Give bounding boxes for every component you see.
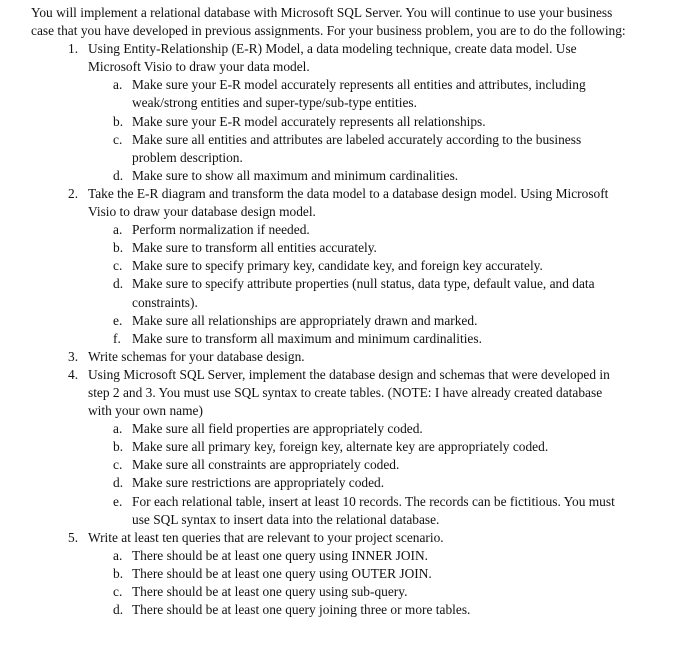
item-text: Write at least ten queries that are relevant to your project scenario. — [88, 529, 444, 545]
sub-item-letter: b. — [113, 240, 124, 256]
sub-item — [0, 583, 617, 601]
sub-item-text: For each relational table, insert at least 10 records. The records can be fictitious. You must use SQL syntax to insert data into the relational database. — [132, 493, 615, 527]
sub-item-text: There should be at least one query using INNER JOIN. — [132, 547, 429, 563]
sub-item-letter: d. — [113, 602, 124, 618]
sub-item — [0, 547, 617, 565]
sub-item-text: Perform normalization if needed. — [132, 222, 310, 238]
item-number: 1. — [68, 41, 79, 57]
sub-item — [0, 257, 617, 275]
sub-item-letter: d. — [113, 167, 124, 183]
sub-item-letter: b. — [113, 565, 124, 581]
list-item — [0, 40, 616, 76]
sub-item-text: There should be at least one query using sub-query. — [132, 584, 408, 599]
sub-item — [0, 565, 617, 583]
sub-item-letter: e. — [113, 312, 123, 328]
sub-item-letter: a. — [113, 222, 123, 238]
sub-item-text: Make sure all constraints are appropriately coded. — [132, 457, 400, 473]
sub-item-letter: c. — [113, 258, 123, 274]
item-text: Using Entity-Relationship (E-R) Model, a data modeling technique, create data model. Use Microsoft Visio to draw your data model. — [88, 41, 577, 75]
sub-item-text: Make sure your E-R model accurately represents all entities and attributes, including weak/strong entities and super-type/sub-type entities. — [132, 77, 586, 111]
sub-item-letter: d. — [113, 276, 124, 292]
sub-item-text: There should be at least one query joining three or more tables. — [132, 602, 471, 618]
sub-item — [0, 456, 617, 474]
sub-item-letter: a. — [113, 421, 123, 437]
sub-item — [0, 113, 617, 131]
sub-item-text: Make sure all primary key, foreign key, alternate key are appropriately coded. — [132, 439, 549, 455]
sub-item — [0, 474, 617, 492]
list-item — [0, 366, 616, 420]
sub-item-text: There should be at least one query using OUTER JOIN. — [132, 565, 432, 581]
list-item — [0, 348, 616, 366]
intro-paragraph: You will implement a relational database with Microsoft SQL Server. You will continue to use your business case that you have developed in previous assignments. For your business problem, you are to do the following: — [31, 5, 626, 39]
sub-item-text: Make sure to transform all maximum and minimum cardinalities. — [132, 330, 482, 346]
sub-item-text: Make sure to show all maximum and minimum cardinalities. — [132, 167, 459, 183]
item-number: 4. — [68, 366, 79, 382]
sub-item-letter: b. — [113, 113, 124, 129]
list-item — [0, 529, 616, 547]
sub-item — [0, 312, 617, 330]
sub-item-letter: a. — [113, 547, 123, 563]
item-number: 2. — [68, 185, 79, 201]
item-text: Take the E-R diagram and transform the data model to a database design model. Using Microsoft Visio to draw your database design model. — [88, 185, 609, 220]
sub-item — [0, 420, 617, 438]
sub-item-text: Make sure to transform all entities accurately. — [132, 240, 377, 256]
item-number: 3. — [68, 348, 79, 364]
sub-item-text: Make sure to specify attribute properties (null status, data type, default value, and data constraints). — [132, 276, 595, 310]
sub-item — [0, 330, 617, 348]
sub-item-text: Make sure restrictions are appropriately coded. — [132, 475, 385, 491]
sub-item-text: Make sure all field properties are appropriately coded. — [132, 421, 423, 437]
list-item — [0, 185, 616, 221]
sub-item — [0, 167, 617, 185]
assignment-document — [0, 4, 676, 619]
item-text: Using Microsoft SQL Server, implement the database design and schemas that were developed in step 2 and 3. You must use SQL syntax to create tables. (NOTE: I have already created database with your own name) — [88, 366, 610, 419]
sub-item-text: Make sure to specify primary key, candidate key, and foreign key accurately. — [132, 258, 543, 274]
sub-item-letter: a. — [113, 77, 123, 93]
sub-item-letter: c. — [113, 584, 123, 599]
sub-item-letter: e. — [113, 493, 123, 509]
sub-item-letter: b. — [113, 439, 124, 455]
sub-item — [0, 221, 617, 239]
sub-item — [0, 131, 617, 167]
sub-item — [0, 275, 617, 311]
instruction-list — [0, 40, 676, 619]
item-number: 5. — [68, 529, 79, 545]
sub-item-text: Make sure your E-R model accurately represents all relationships. — [132, 113, 486, 129]
item-text: Write schemas for your database design. — [88, 348, 305, 364]
sub-item — [0, 76, 617, 112]
sub-item — [0, 438, 617, 456]
sub-item — [0, 493, 617, 529]
sub-item-letter: c. — [113, 457, 123, 473]
sub-item-text: Make sure all entities and attributes are labeled accurately according to the business problem description. — [132, 131, 582, 165]
sub-item — [0, 239, 617, 257]
sub-item-letter: f. — [113, 330, 121, 346]
sub-item-text: Make sure all relationships are appropriately drawn and marked. — [132, 312, 478, 328]
sub-item-letter: d. — [113, 475, 124, 491]
sub-item — [0, 601, 617, 619]
sub-item-letter: c. — [113, 131, 123, 147]
